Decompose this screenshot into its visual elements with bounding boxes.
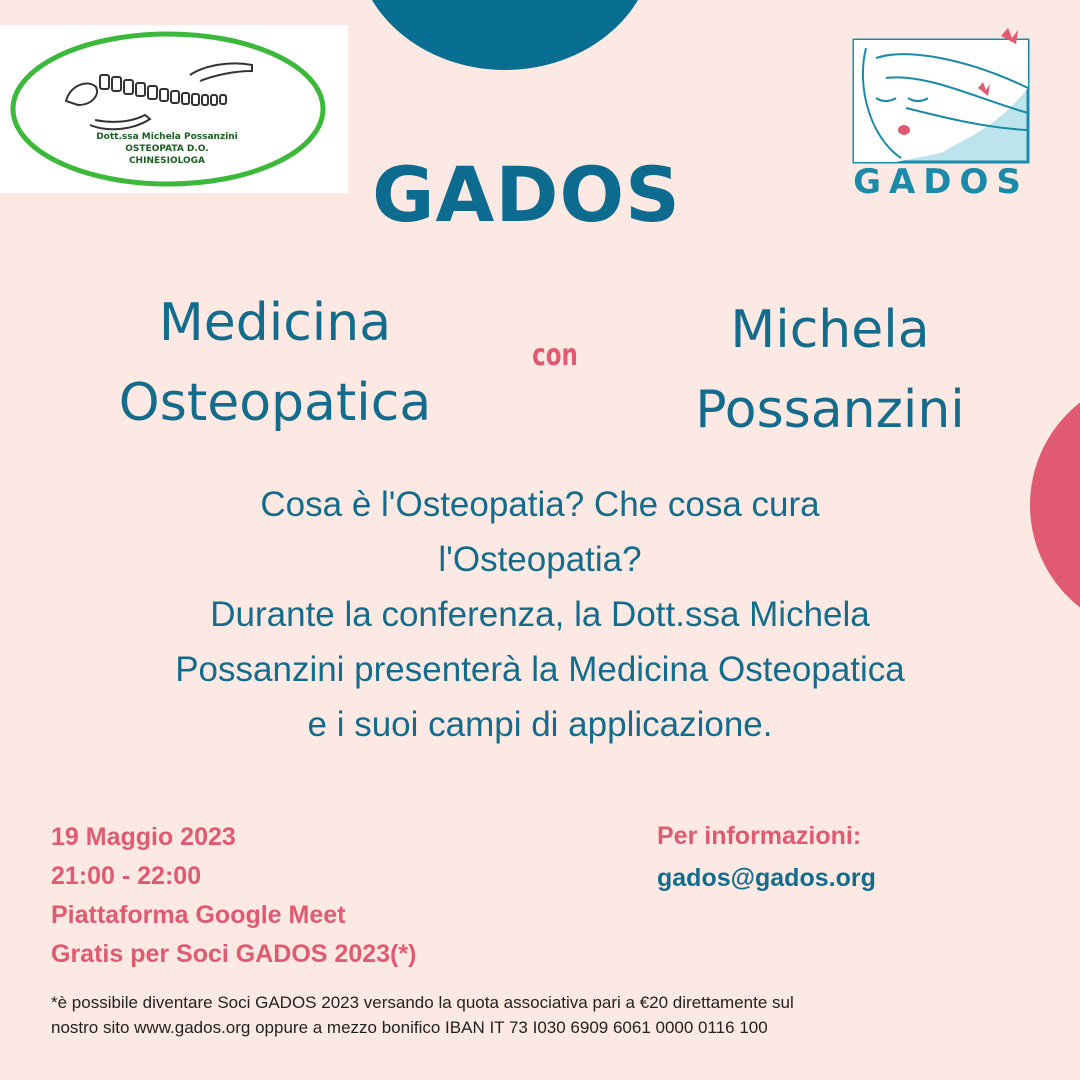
decorative-top-circle [355,0,655,70]
gados-logo-text: GADOS [853,162,1029,202]
description-line-4: Possanzini presenterà la Medicina Osteopatica [175,650,905,689]
connector-word: con [532,338,578,373]
speaker-heading [650,290,1010,450]
footnote-line-2: nostro sito www.gados.org oppure a mezzo bonifico IBAN IT 73 I030 6909 6061 0000 0116 100 [51,1018,768,1037]
logo-text-name: Dott.ssa Michela Possanzini [96,132,238,142]
description-line-3: Durante la conferenza, la Dott.ssa Michela [210,595,870,634]
contact-email[interactable]: gados@gados.org [657,864,876,892]
topic-line-1: Medicina [158,293,392,353]
contact-label: Per informazioni: [657,822,862,850]
event-time: 21:00 - 22:00 [51,862,202,890]
description [50,477,1030,752]
logo-text-title: OSTEOPATA D.O. [125,144,209,154]
footnote-line-1: *è possibile diventare Soci GADOS 2023 versando la quota associativa pari a €20 direttamente sul [51,993,794,1012]
description-line-1: Cosa è l'Osteopatia? Che cosa cura [260,485,820,524]
footnote [51,990,1041,1040]
event-platform: Piattaforma Google Meet [51,901,346,929]
description-line-5: e i suoi campi di applicazione. [307,705,773,744]
speaker-last-name: Possanzini [695,380,965,440]
description-line-2: l'Osteopatia? [438,540,642,579]
event-date: 19 Maggio 2023 [51,823,236,851]
event-details [51,818,416,974]
decorative-right-circle [1030,375,1080,635]
speaker-first-name: Michela [730,300,930,360]
page-title: GADOS [372,150,681,239]
event-price: Gratis per Soci GADOS 2023(*) [51,940,417,968]
topic-line-2: Osteopatica [118,373,432,433]
contact-info [657,815,876,899]
logo-text-specialty: CHINESIOLOGA [128,156,206,166]
topic-heading [90,283,460,443]
